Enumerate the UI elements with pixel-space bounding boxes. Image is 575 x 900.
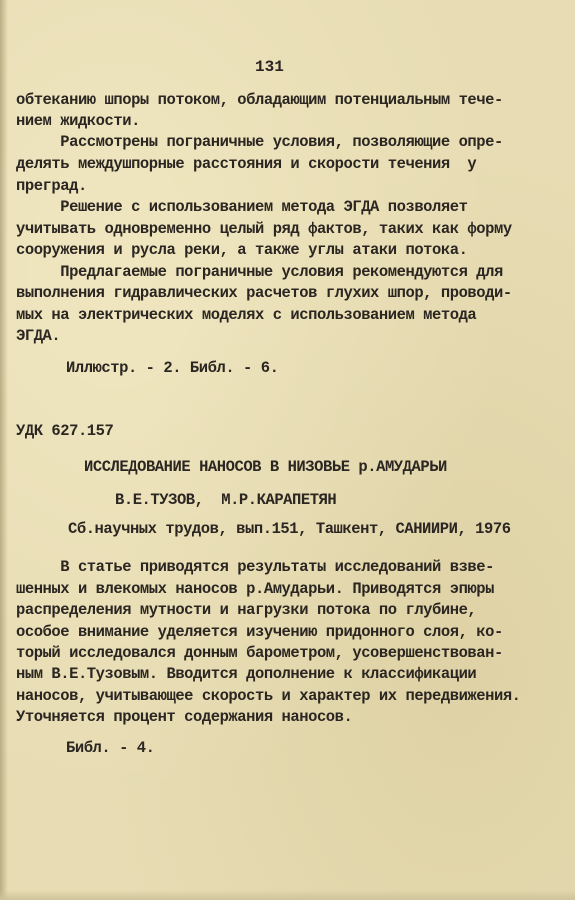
- entry-source: Сб.научных трудов, вып.151, Ташкент, САНИИРИ, 1976: [68, 520, 511, 538]
- text-line: ЭГДА.: [16, 327, 61, 345]
- text-line: Предлагаемые пограничные условия рекомендуются для: [16, 263, 503, 281]
- entry-authors: В.Е.ТУЗОВ, М.Р.КАРАПЕТЯН: [115, 491, 337, 509]
- previous-abstract-footnote: Иллюстр. - 2. Библ. - 6.: [66, 359, 279, 377]
- text-line: обтеканию шпоры потоком, обладающим потенциальным тече-: [16, 91, 503, 109]
- page-number: 131: [255, 58, 284, 76]
- text-line: учитывать одновременно целый ряд фактов, таких как форму: [16, 220, 512, 238]
- text-line: особое внимание уделяется изучению придонного слоя, ко-: [16, 623, 503, 641]
- page-left-edge: [0, 0, 8, 900]
- text-line: мых на электрических моделях с использованием метода: [16, 306, 477, 324]
- text-line: Уточняется процент содержания наносов.: [16, 708, 353, 726]
- text-line: преград.: [16, 177, 87, 195]
- text-line: нием жидкости.: [16, 112, 140, 130]
- udc-code: УДК 627.157: [16, 422, 114, 440]
- text-line: Решение с использованием метода ЭГДА позволяет: [16, 198, 468, 216]
- text-line: сооружения и русла реки, а также углы атаки потока.: [16, 241, 468, 259]
- text-line: ным В.Е.Тузовым. Вводится дополнение к классификации: [16, 665, 477, 683]
- entry-title: ИССЛЕДОВАНИЕ НАНОСОВ В НИЗОВЬЕ р.АМУДАРЬИ: [84, 458, 447, 476]
- page-bottom-edge: [0, 890, 575, 900]
- text-line: распределения мутности и нагрузки потока по глубине,: [16, 601, 477, 619]
- text-line: наносов, учитывающее скорость и характер их передвижения.: [16, 687, 521, 705]
- text-line: В статье приводятся результаты исследований взве-: [16, 558, 494, 576]
- text-line: делять междушпорные расстояния и скорости течения у: [16, 155, 477, 173]
- text-line: торый исследовался донным барометром, усовершенствован-: [16, 644, 503, 662]
- entry-footnote: Библ. - 4.: [66, 739, 155, 757]
- text-line: Рассмотрены пограничные условия, позволяющие опре-: [16, 133, 503, 151]
- text-line: выполнения гидравлических расчетов глухих шпор, проводи-: [16, 284, 512, 302]
- text-line: шенных и влекомых наносов р.Амударьи. Приводятся эпюры: [16, 580, 494, 598]
